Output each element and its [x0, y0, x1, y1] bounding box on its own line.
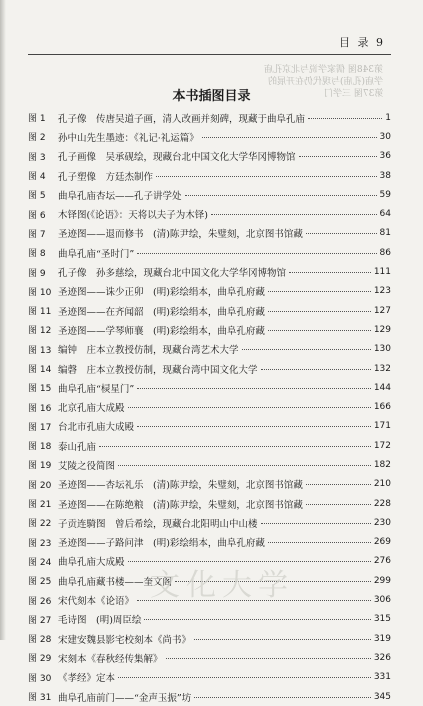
figure-caption: 圣迹图——诛少正卯 (明)彩绘绢本，曲阜孔府藏: [58, 287, 265, 299]
dot-leader: [308, 117, 382, 119]
figure-number: 图 11: [28, 307, 52, 318]
figure-number: 图 6: [28, 210, 46, 221]
dot-leader: [118, 676, 371, 678]
toc-entry: [28, 475, 391, 494]
figure-caption: 孔子像 孙多慈绘，现藏台北中国文化大学华冈博物馆: [58, 268, 287, 280]
figure-number: 图 18: [28, 442, 52, 453]
toc-entry: [28, 147, 391, 166]
figure-caption: 圣迹图——退而修书 (清)陈尹绘，朱璧刻，北京图书馆藏: [58, 229, 303, 241]
page-number: 166: [373, 402, 391, 413]
toc-entry: [28, 455, 391, 474]
figure-number: 图 17: [28, 422, 52, 433]
page-number: 306: [373, 595, 391, 606]
toc-entry: [28, 687, 391, 706]
figure-caption: 孙中山先生墨迹：《礼记·礼运篇》: [58, 132, 199, 144]
toc-entry: [28, 417, 391, 436]
figure-number: 图 3: [28, 152, 46, 163]
dot-leader: [268, 310, 371, 312]
figure-number: 图 25: [28, 577, 52, 588]
toc-entry: [28, 629, 391, 648]
toc-entry: [28, 204, 391, 223]
dot-leader: [137, 252, 376, 254]
figure-number: 图 22: [28, 519, 52, 530]
page-number: 345: [373, 691, 391, 702]
page-number: 319: [373, 633, 391, 644]
dot-leader: [99, 445, 371, 447]
dot-leader: [185, 194, 377, 196]
page-number: 210: [373, 479, 391, 490]
page-number: 144: [373, 382, 391, 393]
toc-entry: [28, 262, 391, 281]
dot-leader: [144, 618, 370, 620]
figure-number: 图 4: [28, 172, 46, 183]
figure-caption: 圣迹图——在齐闻韶 (明)彩绘绢本，曲阜孔府藏: [58, 306, 265, 318]
figure-number: 图 28: [28, 635, 52, 646]
page-number: 123: [373, 286, 391, 297]
figure-caption: 圣迹图——子路问津 (明)彩绘绢本，曲阜孔府藏: [58, 538, 265, 550]
figure-number: 图 26: [28, 596, 52, 607]
dot-leader: [156, 175, 377, 177]
figure-number: 图 5: [28, 191, 46, 202]
page-number: 172: [373, 440, 391, 451]
figure-caption: 台北市孔庙大成殿: [58, 422, 135, 434]
dot-leader: [242, 348, 371, 350]
figure-number: 图 30: [28, 673, 52, 684]
toc-entry: [28, 127, 391, 146]
figure-number: 图 20: [28, 480, 52, 491]
figure-caption: 圣迹图——在陈绝粮 (清)陈尹绘，朱璧刻，北京图书馆藏: [58, 499, 303, 511]
library-stamp-watermark: 文化大学: [150, 568, 294, 603]
page-number: 269: [373, 537, 391, 548]
page-number: 228: [373, 498, 391, 509]
dot-leader: [289, 271, 371, 273]
toc-entry: [28, 648, 391, 667]
toc-entry: [28, 301, 391, 320]
toc-entry: [28, 185, 391, 204]
figure-number: 图 1: [28, 114, 46, 125]
bleed-through-text: 第37图 三学门: [323, 89, 383, 99]
figure-number: 图 2: [28, 133, 46, 144]
running-header: 目 录 9: [339, 36, 385, 49]
page-number: 1: [385, 112, 391, 123]
figure-number: 图 23: [28, 538, 52, 549]
page-number: 111: [373, 267, 391, 278]
toc-entry: [28, 397, 391, 416]
page-number: 331: [373, 672, 391, 683]
page-number: 36: [379, 151, 391, 162]
dot-leader: [202, 136, 377, 138]
figure-number: 图 31: [28, 693, 52, 704]
header-rule: [28, 54, 391, 55]
figure-caption: 圣迹图——学琴师襄 (明)彩绘绢本，曲阜孔府藏: [58, 325, 265, 337]
figure-caption: 艾陵之役简图: [58, 460, 116, 472]
dot-leader: [306, 232, 377, 234]
dot-leader: [211, 213, 377, 215]
figure-caption: 泰山孔庙: [58, 441, 97, 453]
figure-number: 图 12: [28, 326, 52, 337]
figure-number: 图 19: [28, 461, 52, 472]
figure-caption: 《孝经》定本: [58, 673, 116, 685]
page-number: 132: [373, 363, 391, 374]
dot-leader: [261, 522, 371, 524]
bleed-through-text: 第348图 儒家学说与北京孔庙: [263, 65, 383, 75]
figure-number: 图 7: [28, 229, 46, 240]
page-number: 299: [373, 575, 391, 586]
dot-leader: [306, 503, 371, 505]
dot-leader: [137, 425, 371, 427]
dot-leader: [194, 638, 371, 640]
dot-leader: [261, 368, 371, 370]
page-number: 81: [379, 228, 391, 239]
dot-leader: [268, 329, 371, 331]
figure-caption: 圣迹图——杏坛礼乐 (清)陈尹绘，朱璧刻，北京图书馆藏: [58, 480, 303, 492]
page-number: 130: [373, 344, 391, 355]
page-number: 276: [373, 556, 391, 567]
toc-entry: [28, 166, 391, 185]
figure-number: 图 29: [28, 654, 52, 665]
dot-leader: [118, 464, 371, 466]
figure-caption: 孔子像 传唐吴道子画，清人改画并刻碑，现藏于曲阜孔庙: [58, 113, 306, 125]
toc-entry: [28, 494, 391, 513]
toc-entry: [28, 436, 391, 455]
figure-number: 图 13: [28, 345, 52, 356]
figure-number: 图 14: [28, 365, 52, 375]
figure-caption: 曲阜孔庙“圣时门”: [58, 248, 135, 260]
page-number: 59: [379, 189, 391, 200]
figure-number: 图 8: [28, 249, 46, 260]
page-number: 326: [373, 652, 391, 663]
page-number: 315: [373, 614, 391, 625]
figure-number: 图 16: [28, 403, 52, 414]
toc-entry: [28, 533, 391, 552]
figure-caption: 孔子塑像 方廷杰制作: [58, 171, 154, 183]
dot-leader: [166, 657, 371, 659]
figure-caption: 北京孔庙大成殿: [58, 403, 125, 415]
toc-entry: [28, 340, 391, 359]
page-title: 本书插图目录: [172, 89, 251, 104]
page-number: 86: [379, 247, 391, 258]
page-number: 64: [379, 209, 391, 220]
toc-entry: [28, 513, 391, 532]
dot-leader: [128, 406, 371, 408]
page-number: 129: [373, 324, 391, 335]
bleed-through-text: 学庙(孔庙)与现代仍在开展的: [267, 77, 383, 87]
figure-caption: 编钟 庄本立教授仿制，现藏台湾艺术大学: [58, 345, 239, 357]
dot-leader: [299, 155, 377, 157]
dot-leader: [194, 696, 371, 698]
figure-caption: 子贡连騎图 曾后希绘，现藏台北阳明山中山楼: [58, 518, 258, 530]
figure-caption: 宋刻本《春秋经传集解》: [58, 653, 163, 665]
figure-caption: 木铎图(《论语》：天将以夫子为木铎): [58, 210, 208, 222]
toc-entry: [28, 610, 391, 629]
toc-entry: [28, 668, 391, 687]
figure-caption: 曲阜孔庙藏书楼——奎文阁: [58, 576, 173, 588]
figure-number: 图 24: [28, 557, 52, 568]
page-number: 171: [373, 421, 391, 432]
figure-caption: 曲阜孔庙前门——“金声玉振”坊: [58, 692, 192, 704]
figure-number: 图 15: [28, 384, 52, 395]
page-number: 30: [379, 131, 391, 142]
figure-number: 图 10: [28, 287, 52, 298]
page-number: 127: [373, 305, 391, 316]
figure-number: 图 21: [28, 500, 52, 511]
toc-entry: [28, 282, 391, 301]
toc-entry: [28, 320, 391, 339]
toc-entry: [28, 224, 391, 243]
toc-entry: [28, 378, 391, 397]
illustration-list: [28, 108, 391, 706]
figure-number: 图 27: [28, 615, 52, 626]
figure-number: 图 9: [28, 268, 46, 279]
toc-entry: [28, 243, 391, 262]
figure-caption: 曲阜孔庙“棂星门”: [58, 383, 135, 395]
page-number: 182: [373, 459, 391, 470]
dot-leader: [268, 541, 371, 543]
figure-caption: 毛诗图 (明)周臣绘: [58, 615, 142, 627]
dot-leader: [137, 387, 371, 389]
dot-leader: [268, 290, 371, 292]
figure-caption: 曲阜孔庙大成殿: [58, 557, 125, 569]
figure-caption: 编磬 庄本立教授仿制，现藏台湾中国文化大学: [58, 364, 258, 376]
dot-leader: [306, 483, 371, 485]
figure-caption: 宋代刻本《论语》: [58, 596, 135, 608]
toc-entry: [28, 108, 391, 127]
page-number: 230: [373, 517, 391, 528]
figure-caption: 孔子画像 吴承砚绘，现藏台北中国文化大学华冈博物馆: [58, 152, 296, 164]
page-number: 38: [379, 170, 391, 181]
figure-caption: 宋建安魏县影宅校刻本《尚书》: [58, 634, 192, 646]
toc-entry: [28, 359, 391, 378]
figure-caption: 曲阜孔庙杏坛——孔子讲学处: [58, 190, 182, 202]
